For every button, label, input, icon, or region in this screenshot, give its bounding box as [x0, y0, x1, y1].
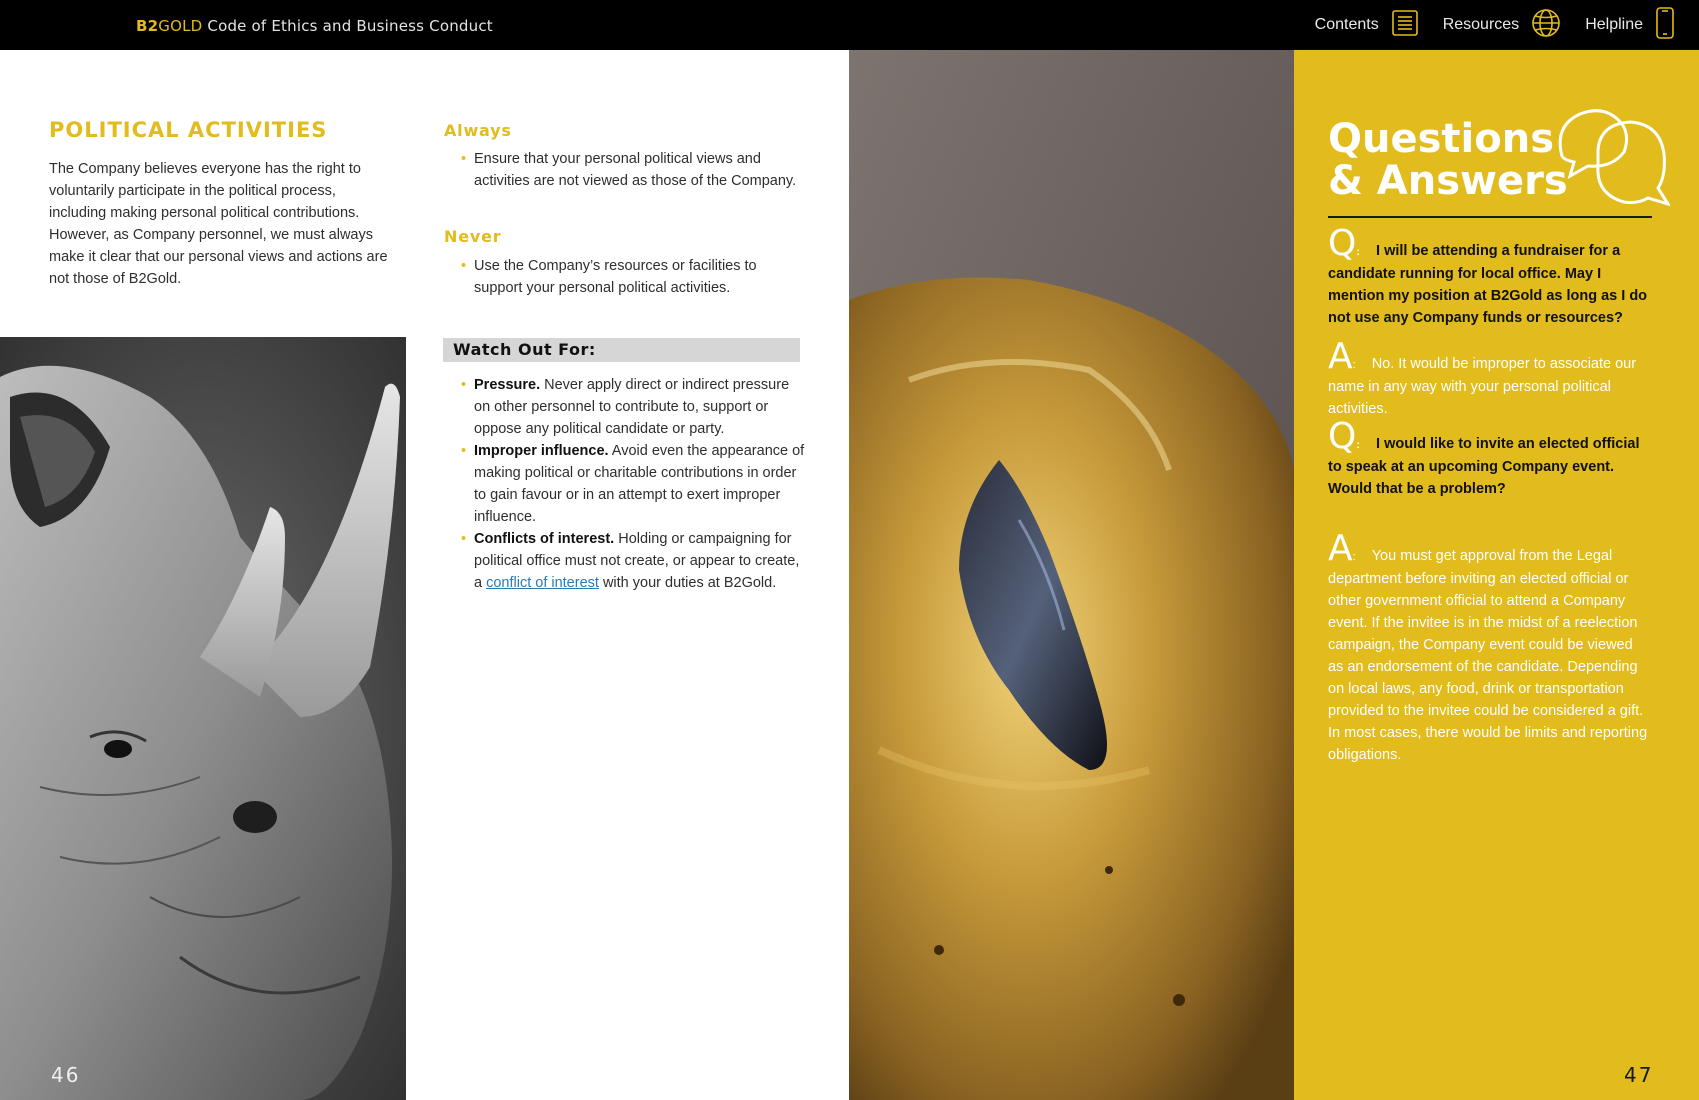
gold-nugget-photo: [849, 50, 1294, 1100]
answer-2: [1328, 528, 1650, 766]
question-text: I would like to invite an elected official to speak at an upcoming Company event. Would that be a problem?: [1328, 436, 1640, 497]
question-text: I will be attending a fundraiser for a candidate running for local office. May I mention my position at B2Gold as long as I do not use any Company funds or resources?: [1328, 243, 1648, 326]
nav-contents[interactable]: [1315, 9, 1419, 42]
watch-out-heading: Watch Out For:: [453, 340, 596, 359]
answer-1: [1328, 336, 1650, 420]
item-text: Avoid even the appearance of making political or charitable contributions in order to gain favour or in an attempt to exert improper influence.: [474, 443, 805, 525]
list-item: • Ensure that your personal political views and activities are not viewed as those of the Company.: [464, 148, 804, 192]
phone-icon[interactable]: [1655, 7, 1675, 44]
item-term: Conflicts of interest.: [474, 531, 615, 547]
always-list: [464, 148, 804, 192]
list-item: • Use the Company’s resources or facilities to support your personal political activities.: [464, 255, 804, 299]
page-number-right: 47: [1624, 1063, 1654, 1087]
qa-divider: [1328, 216, 1652, 218]
a-letter: A: [1328, 528, 1353, 569]
item-text: Never apply direct or indirect pressure on other personnel to contribute to, support or oppose any political candidate or party.: [474, 377, 790, 437]
qa-panel: [1294, 50, 1699, 1100]
q-letter: Q: [1328, 223, 1357, 264]
speech-bubbles-icon: [1550, 106, 1670, 221]
q-letter: Q: [1328, 416, 1357, 457]
document-list-icon[interactable]: [1391, 9, 1419, 42]
brand-gold: GOLD: [158, 17, 203, 35]
section-title: POLITICAL ACTIVITIES: [49, 118, 328, 142]
a-colon: :: [1352, 359, 1356, 371]
document-title: [136, 17, 493, 35]
conflict-of-interest-link[interactable]: conflict of interest: [486, 575, 599, 591]
item-term: Pressure.: [474, 377, 541, 393]
top-nav: [1315, 0, 1699, 50]
item-text: with your duties at B2Gold.: [598, 575, 777, 591]
item-term: Improper influence.: [474, 443, 609, 459]
watch-out-list: [464, 374, 809, 594]
never-heading: Never: [444, 227, 502, 246]
item-text: Holding or campaigning for political office must not create, or appear to create, a: [474, 531, 800, 591]
top-bar: [0, 0, 1699, 50]
brand-b2: B2: [136, 17, 159, 35]
q-colon: :: [1356, 246, 1361, 258]
globe-icon[interactable]: [1531, 8, 1561, 43]
a-colon: :: [1352, 551, 1356, 563]
qa-title-line-1: Questions: [1328, 116, 1555, 162]
nav-resources[interactable]: [1443, 8, 1561, 43]
answer-text: You must get approval from the Legal department before inviting an elected official or other government official to attend a Company event. If the invitee is in the midst of a reelection campaign, the Company event could be viewed as an endorsement of the candidate. Depending on local laws, any food, drink or transportation provided to the invitee could be considered a gift. In most cases, there would be limits and reporting obligations.: [1328, 548, 1648, 763]
qa-title: [1328, 118, 1568, 202]
question-1: [1328, 223, 1650, 329]
answer-text: No. It would be improper to associate our name in any way with your personal political activities.: [1328, 356, 1637, 417]
nav-resources-label: Resources: [1442, 16, 1520, 33]
q-colon: :: [1356, 439, 1361, 451]
rhino-photo: [0, 337, 406, 1100]
qa-title-line-2: & Answers: [1328, 158, 1568, 204]
list-item: [464, 528, 809, 594]
always-heading: Always: [444, 121, 512, 140]
never-list: [464, 255, 804, 299]
list-item: [464, 374, 809, 440]
page-number-left: 46: [51, 1063, 81, 1087]
question-2: [1328, 416, 1650, 500]
nav-helpline[interactable]: [1585, 7, 1675, 44]
list-item: [464, 440, 809, 528]
nav-helpline-label: Helpline: [1585, 16, 1643, 33]
nav-contents-label: Contents: [1314, 16, 1379, 33]
watch-out-heading-box: [443, 338, 800, 362]
brand-subtitle: Code of Ethics and Business Conduct: [202, 17, 493, 35]
intro-paragraph: The Company believes everyone has the right to voluntarily participate in the political process, including making personal political contributions. However, as Company personnel, we must always make it clear that our personal views and actions are not those of B2Gold.: [49, 161, 388, 287]
a-letter: A: [1328, 336, 1353, 377]
